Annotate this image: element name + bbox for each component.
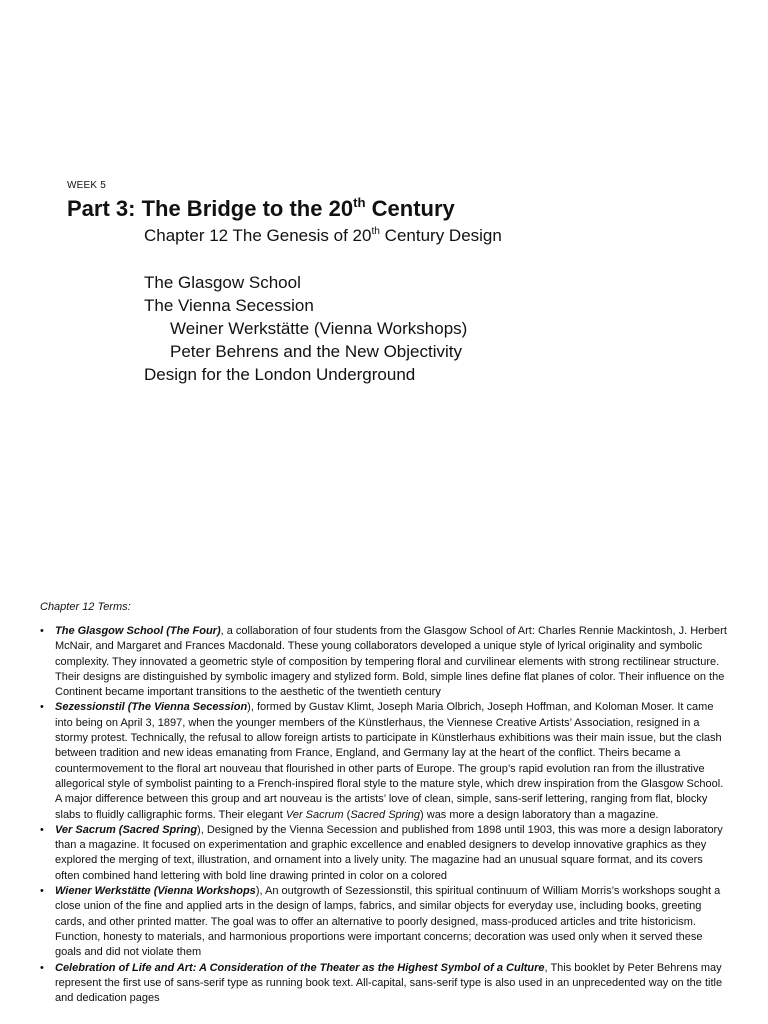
term-description: ), Designed by the Vienna Secession and published from 1898 until 1903, this was more a design laboratory than a magazine. It focused on experimentation and graphic excellence and enabled designers to develop innovative graphics as they explored the merging of text, illustration, and ornament into a lively unity. The magazine had an unusual square format, and its covers often combined hand lettering with bold line drawing printed in color on a colored xyxy=(55,823,723,882)
chapter-outline xyxy=(144,271,467,386)
term-emphasis: Sacred Spring xyxy=(350,808,421,821)
bullet-icon: • xyxy=(40,823,44,836)
term-name: The Glasgow School (The Four) xyxy=(55,625,221,637)
outline-item-peter-behrens: Peter Behrens and the New Objectivity xyxy=(170,342,462,361)
chapter-title-superscript: th xyxy=(371,225,380,237)
terms-heading: Chapter 12 Terms: xyxy=(40,601,131,613)
outline-item-vienna-secession: The Vienna Secession xyxy=(144,296,314,315)
term-description: , This booklet by Peter Behrens may represent the first use of sans-serif type as running book text. All-capital, sans-serif type is also used in an unprecedented way on the title and dedication pages xyxy=(55,961,723,1005)
term-name: Sezessionstil (The Vienna Secession xyxy=(55,701,248,714)
outline-item-weiner-werkstatte: Weiner Werkstätte (Vienna Workshops) xyxy=(170,319,468,338)
term-emphasis: Ver Sacrum xyxy=(285,808,344,821)
term-description: ), formed by Gustav Klimt, Joseph Maria Olbrich, Joseph Hoffman, and Koloman Moser. It came into being on April 3, 1897, when the younger members of the Künstlerhaus, the Viennese Creative Artists’ Association, resigned in a stormy protest. Technically, the refusal to allow foreign artists to participate in Künstlerhaus exhibitions was their main issue, but the clash between tradition and new ideas emanating from France, England, and Germany lay at the heart of the conflict. Theirs became a countermovement to the floral art nouveau that flourished in other parts of Europe. The group’s rapid evolution ran from the illustrative allegorical style of symbolist painting to a French-inspired floral style to the mature style, which drew inspiration from the Glasgow School. A major difference between this group and art nouveau is the artists’ love of clean, simple, sans-serif lettering, ranging from flat, blocky slabs to fluidly calligraphic forms. Their elegant xyxy=(55,701,724,821)
term-description: , a collaboration of four students from the Glasgow School of Art: Charles Rennie Mackintosh, J. Herbert McNair, and Margaret and Frances Macdonald. These young collaborators developed a unique style of lyrical originality and symbolic complexity. They innovated a geometric style of composition by tempering floral and curvilinear elements with strong rectilinear structure. Their designs are distinguished by symbolic imagery and stylized form. Bold, simple lines define flat planes of color. Their influence on the Continent became important transitions to the aesthetic of the twentieth century xyxy=(55,625,727,699)
chapter-title-text: Chapter 12 The Genesis of 20 xyxy=(144,226,372,245)
bullet-icon: • xyxy=(40,701,44,714)
bullet-icon: • xyxy=(40,961,44,974)
term-item-glasgow-school xyxy=(40,624,730,700)
part-title xyxy=(67,196,455,222)
week-label: WEEK 5 xyxy=(67,180,106,191)
term-name: Ver Sacrum (Sacred Spring xyxy=(55,823,198,836)
term-item-celebration-of-life xyxy=(40,961,730,1007)
part-title-end: Century xyxy=(365,196,455,221)
term-name: Celebration of Life and Art: A Consideration of the Theater as the Highest Symbol of a Culture xyxy=(55,961,545,974)
term-name: Wiener Werkstätte (Vienna Workshops xyxy=(55,885,256,898)
bullet-icon: • xyxy=(40,885,44,898)
term-description: ), An outgrowth of Sezessionstil, this spiritual continuum of William Morris’s workshops sought a close union of the fine and applied arts in the design of lamps, fabrics, and similar objects for everyday use, including books, greeting cards, and other printed matter. The goal was to offer an alternative to poorly designed, mass-produced articles and trite historicism. Function, honesty to materials, and harmonious proportions were important concerns; decoration was used only when it served these goals and did not violate them xyxy=(55,885,721,959)
part-title-superscript: th xyxy=(353,194,366,210)
term-item-ver-sacrum xyxy=(40,823,730,884)
term-description-end: ) was more a design laboratory than a magazine. xyxy=(420,808,659,821)
terms-list xyxy=(40,624,730,1006)
term-item-wiener-werkstatte xyxy=(40,884,730,960)
outline-item-london-underground: Design for the London Underground xyxy=(144,365,416,384)
bullet-icon: • xyxy=(40,625,44,637)
part-title-text: Part 3: The Bridge to the 20 xyxy=(67,196,354,221)
outline-item-glasgow-school: The Glasgow School xyxy=(144,273,301,292)
chapter-title xyxy=(144,226,502,246)
term-item-vienna-secession xyxy=(40,700,730,822)
chapter-title-end: Century Design xyxy=(379,226,502,245)
term-description-cont: ( xyxy=(343,808,351,821)
